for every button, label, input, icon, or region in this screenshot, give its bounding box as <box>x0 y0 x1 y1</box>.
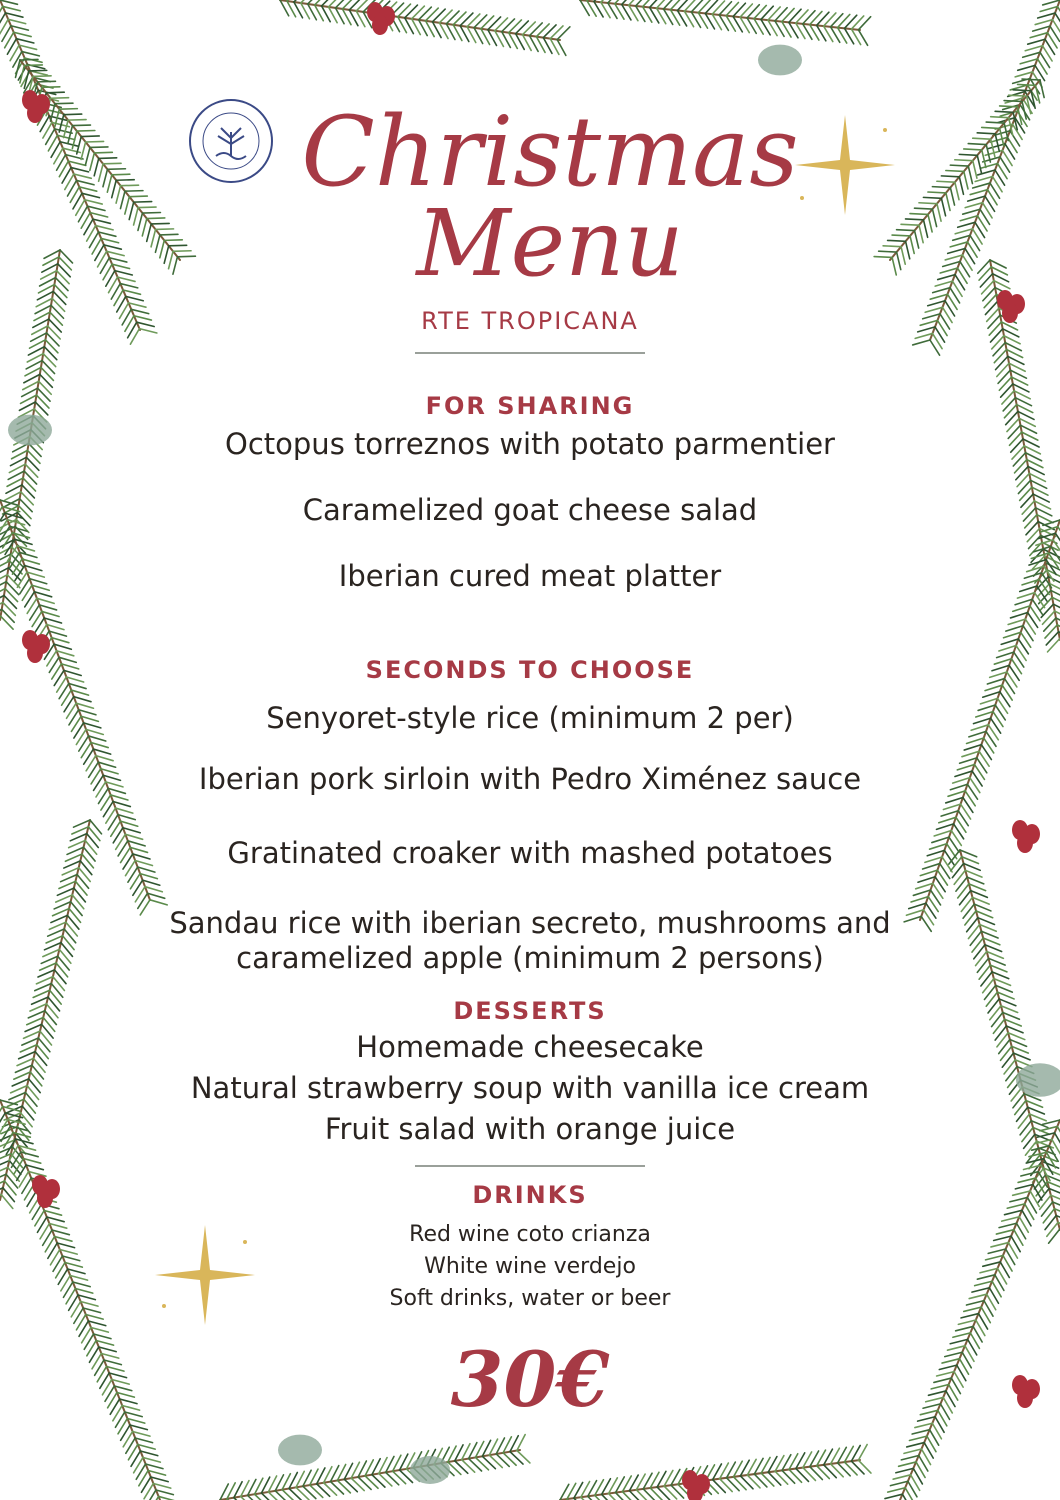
sparkle-icon <box>790 110 900 220</box>
menu-item: Homemade cheesecake <box>356 1030 704 1064</box>
section-title-sharing: FOR SHARING <box>425 392 635 420</box>
divider <box>415 352 645 354</box>
menu-item: Sandau rice with iberian secreto, mushrooms and <box>169 906 891 940</box>
script-title-line1: Christmas <box>301 96 799 208</box>
menu-item: Fruit salad with orange juice <box>324 1112 736 1146</box>
script-title-line2: Menu <box>416 190 684 297</box>
menu-item: Iberian pork sirloin with Pedro Ximénez sauce <box>198 762 862 796</box>
restaurant-logo <box>188 98 274 184</box>
menu-price: 30€ <box>450 1335 610 1424</box>
menu-item: Caramelized goat cheese salad <box>302 493 758 527</box>
drink-item: Red wine coto crianza <box>409 1222 651 1247</box>
menu-item: Senyoret-style rice (minimum 2 per) <box>266 701 794 735</box>
menu-item: Gratinated croaker with mashed potatoes <box>227 836 833 870</box>
restaurant-subtitle: RTE TROPICANA <box>421 307 639 335</box>
drink-item: White wine verdejo <box>424 1254 636 1279</box>
menu-item: Octopus torreznos with potato parmentier <box>225 427 835 461</box>
menu-item: caramelized apple (minimum 2 persons) <box>236 941 824 975</box>
drink-item: Soft drinks, water or beer <box>389 1286 671 1311</box>
section-title-seconds: SECONDS TO CHOOSE <box>365 656 695 684</box>
section-title-desserts: DESSERTS <box>453 997 607 1025</box>
divider <box>415 1165 645 1167</box>
section-title-drinks: DRINKS <box>472 1181 588 1209</box>
menu-item: Iberian cured meat platter <box>338 559 722 593</box>
menu-item: Natural strawberry soup with vanilla ice cream <box>190 1071 870 1105</box>
script-title <box>301 75 799 305</box>
